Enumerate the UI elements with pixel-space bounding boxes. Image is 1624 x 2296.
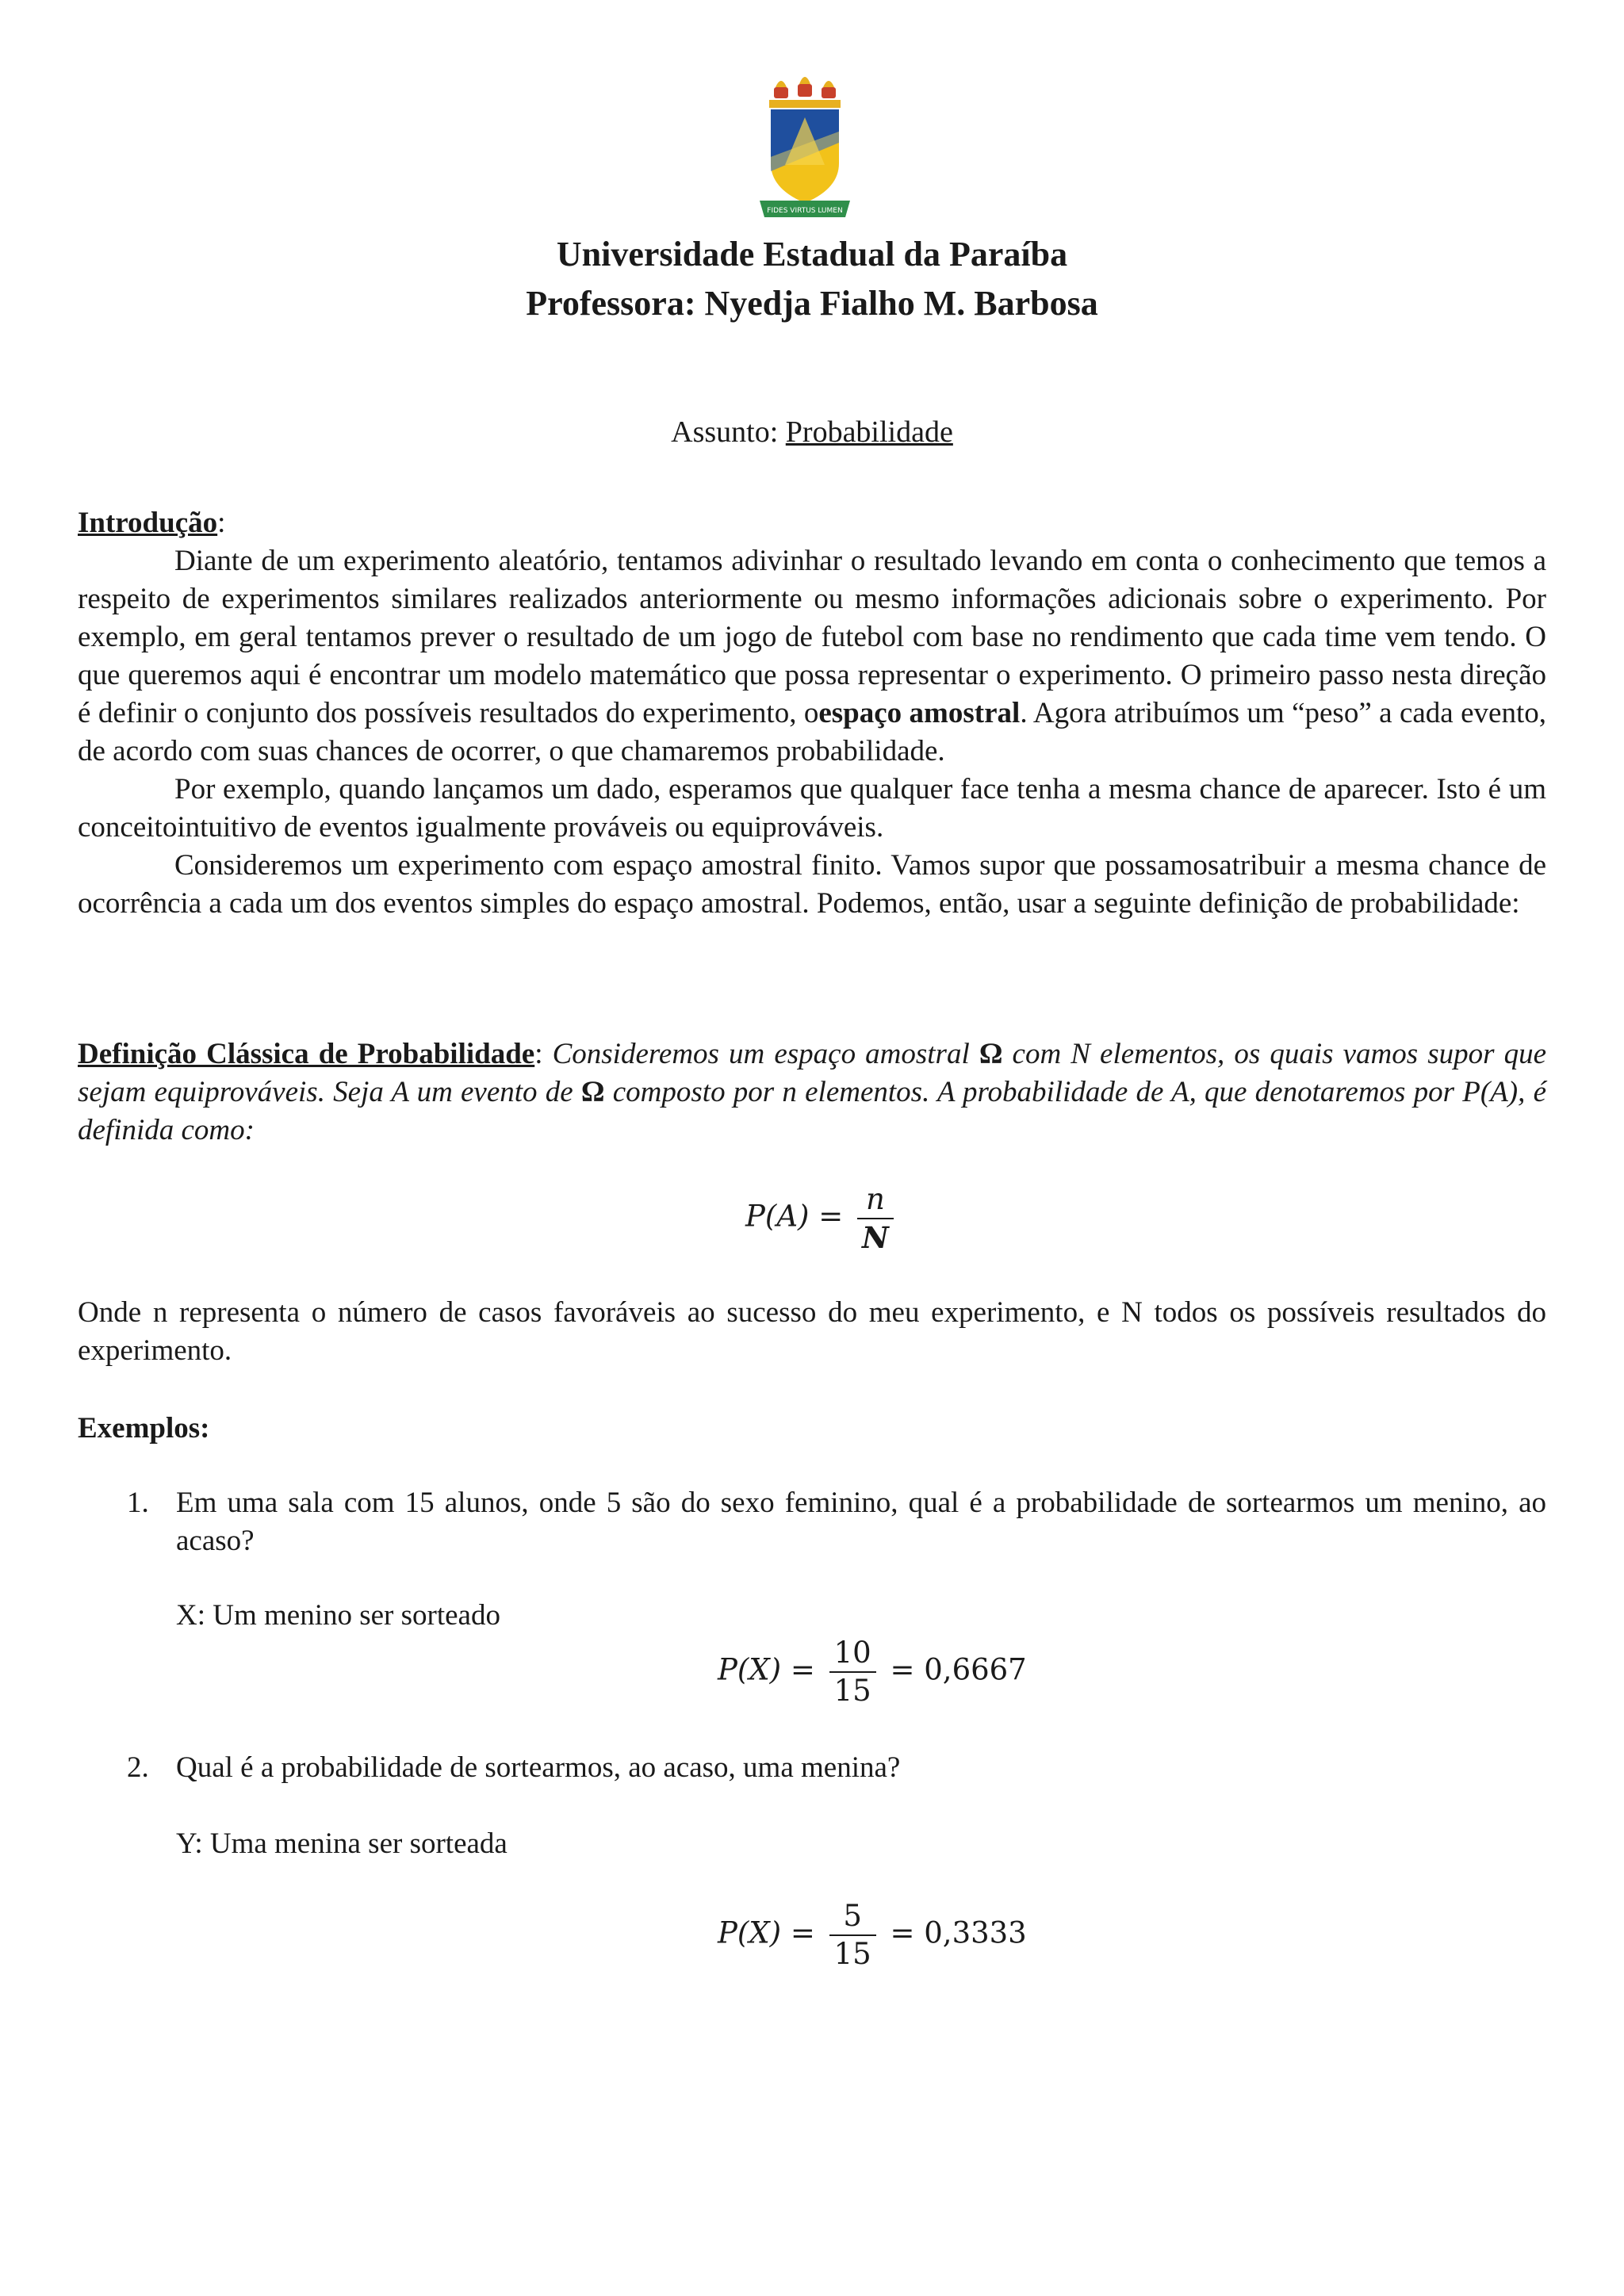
example-2-formula bbox=[718, 1898, 1027, 1973]
introduction-heading: Introdução bbox=[78, 507, 218, 539]
subject-label: Assunto: bbox=[671, 415, 786, 449]
definition-text-a: Consideremos um espaço amostral bbox=[552, 1038, 979, 1070]
example-1-number: 1. bbox=[127, 1487, 149, 1519]
example-1-denominator: 15 bbox=[833, 1674, 871, 1708]
professor-name: Professora: Nyedja Fialho M. Barbosa bbox=[526, 284, 1098, 323]
example-2-numerator: 5 bbox=[829, 1898, 876, 1936]
example-1-event: X: Um menino ser sorteado bbox=[176, 1599, 500, 1632]
formula-lhs: P(A) = bbox=[745, 1199, 844, 1234]
example-2-number: 2. bbox=[127, 1751, 149, 1784]
formula-numerator: n bbox=[857, 1181, 894, 1219]
university-crest-logo bbox=[753, 70, 856, 228]
example-2-event: Y: Uma menina ser sorteada bbox=[176, 1827, 508, 1860]
formula-fraction bbox=[857, 1181, 894, 1256]
example-1-formula bbox=[718, 1635, 1027, 1709]
subject-line bbox=[0, 412, 1624, 452]
subject-value: Probabilidade bbox=[785, 415, 953, 449]
definition-text-b: com N elementos, os quais vamos supor que sejam equiprováveis. Seja A um evento de bbox=[78, 1038, 1547, 1108]
introduction-paragraph-1 bbox=[78, 542, 1546, 771]
examples-heading: Exemplos: bbox=[78, 1412, 210, 1445]
formula-denominator: N bbox=[862, 1220, 889, 1255]
introduction-paragraph-3: Consideremos um experimento com espaço amostral finito. Vamos supor que possamosatribuir a mesma chance de ocorrência a cada um dos eventos simples do espaço amostral. Podemos, então, usar a seguinte definição de probabilidade: bbox=[78, 849, 1546, 920]
example-1-question: Em uma sala com 15 alunos, onde 5 são do sexo feminino, qual é a probabilidade de sortearmos um menino, ao acaso? bbox=[176, 1487, 1546, 1557]
intro-p1-bold-term: espaço amostral bbox=[818, 697, 1021, 729]
example-2-result: = 0,3333 bbox=[890, 1915, 1027, 1950]
definition-omega-2: Ω bbox=[580, 1076, 605, 1108]
logo-motto-text: FIDES VIRTUS LUMEN bbox=[767, 207, 843, 215]
example-2-denominator: 15 bbox=[833, 1937, 871, 1971]
example-2-lhs: P(X) = bbox=[718, 1915, 815, 1950]
definition-heading: Definição Clássica de Probabilidade bbox=[78, 1038, 535, 1070]
example-1-numerator: 10 bbox=[829, 1635, 876, 1673]
example-2-question: Qual é a probabilidade de sortearmos, ao acaso, uma menina? bbox=[176, 1751, 901, 1784]
university-name: Universidade Estadual da Paraíba bbox=[556, 235, 1068, 274]
example-1-fraction bbox=[829, 1635, 876, 1709]
example-1-lhs: P(X) = bbox=[718, 1652, 815, 1687]
definition-formula bbox=[745, 1181, 898, 1256]
intro-p1-text-b: . Agora atribuímos um “peso” a cada evento, de acordo com suas chances de ocorrer, o que chamaremos probabilidade. bbox=[78, 697, 1546, 767]
definition-section: Definição Clássica de Probabilidade: Consideremos um espaço amostral Ω com N elementos, os quais vamos supor que sejam equiprováveis. Seja A um evento de Ω composto por n elementos. A probabilidade de A, que denotaremos por P(A), é definida como: bbox=[78, 1038, 1547, 1146]
example-2-fraction bbox=[829, 1898, 876, 1973]
introduction-section: Introdução: Diante de um experimento aleatório, tentamos adivinhar o resultado levando em conta o conhecimento que temos a respeito de experimentos similares realizados anteriormente ou mesmo informações adicionais sobre o experimento. Por exemplo, em geral tentamos prever o resultado de um jogo de futebol com base no rendimento que cada time vem tendo. O que queremos aqui é encontrar um modelo matemático que possa representar o experimento. O primeiro passo nesta direção é definir o conjunto dos possíveis resultados do experimento, oespaço amostral. Agora atribuímos um “peso” a cada evento, de acordo com suas chances de ocorrer, o que chamaremos probabilidade. Por exemplo, quando lançamos um dado, esperamos que qualquer face tenha a mesma chance de aparecer. Isto é um conceitointuitivo de eventos igualmente prováveis ou equiprováveis. Consideremos um experimento com espaço amostral finito. Vamos supor que possamosatribuir a mesma chance de ocorrência a cada um dos eventos simples do espaço amostral. Podemos, então, usar a seguinte definição de probabilidade: bbox=[78, 504, 1546, 923]
definition-explanation: Onde n representa o número de casos favoráveis ao sucesso do meu experimento, e N todos os possíveis resultados do experimento. bbox=[78, 1296, 1546, 1367]
introduction-paragraph-2: Por exemplo, quando lançamos um dado, esperamos que qualquer face tenha a mesma chance de aparecer. Isto é um conceitointuitivo de eventos igualmente prováveis ou equiprováveis. bbox=[78, 773, 1546, 844]
example-1-result: = 0,6667 bbox=[890, 1652, 1027, 1687]
definition-text-c: composto por n elementos. A probabilidade de A, que denotaremos por P(A), é definida como: bbox=[78, 1076, 1547, 1146]
intro-p1-text-a: Diante de um experimento aleatório, tentamos adivinhar o resultado levando em conta o conhecimento que temos a respeito de experimentos similares realizados anteriormente ou mesmo informações adicionais sobre o experimento. Por exemplo, em geral tentamos prever o resultado de um jogo de futebol com base no rendimento que cada time vem tendo. O que queremos aqui é encontrar um modelo matemático que possa representar o experimento. O primeiro passo nesta direção é definir o conjunto dos possíveis resultados do experimento, o bbox=[78, 545, 1546, 729]
definition-omega-1: Ω bbox=[979, 1038, 1003, 1070]
